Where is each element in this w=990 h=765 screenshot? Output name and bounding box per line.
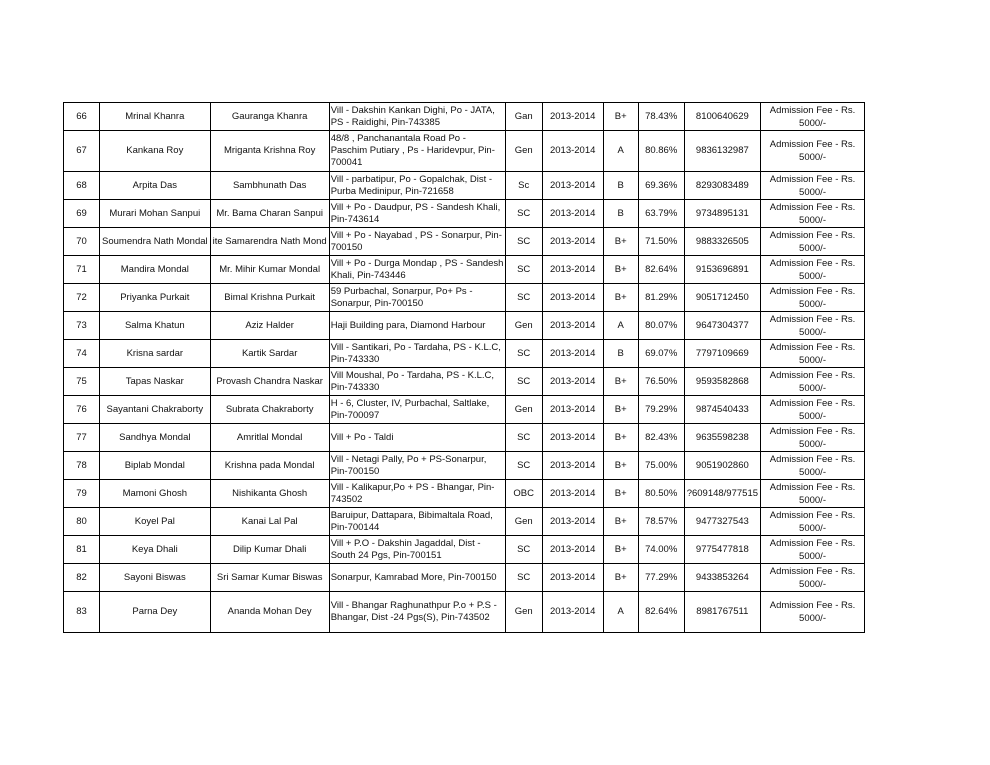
session-cell: 2013-2014 [542,396,603,424]
address-cell: Vill - Bhangar Raghunathpur P.o + P.S - Bhangar, Dist -24 Pgs(S), Pin-743502 [329,592,505,633]
father-name-cell: Mriganta Krishna Roy [210,131,329,172]
phone-cell: 9874540433 [684,396,760,424]
phone-cell: 9883326505 [684,228,760,256]
grade-cell: B+ [603,368,638,396]
remark-cell: Admission Fee - Rs. 5000/- [761,536,865,564]
category-cell: OBC [505,480,542,508]
father-name-cell: Kartik Sardar [210,340,329,368]
category-cell: SC [505,284,542,312]
grade-cell: B+ [603,424,638,452]
category-cell: SC [505,368,542,396]
percentage-cell: 82.64% [638,256,684,284]
serial-number-cell: 81 [64,536,100,564]
address-cell: Vill - Netagi Pally, Po + PS-Sonarpur, Pin-700150 [329,452,505,480]
student-name-cell: Murari Mohan Sanpui [100,200,211,228]
remark-cell: Admission Fee - Rs. 5000/- [761,172,865,200]
phone-cell: 8981767511 [684,592,760,633]
session-cell: 2013-2014 [542,312,603,340]
father-name-cell: Bimal Krishna Purkait [210,284,329,312]
percentage-cell: 63.79% [638,200,684,228]
percentage-cell: 82.43% [638,424,684,452]
phone-cell: 9775477818 [684,536,760,564]
student-name-cell: Priyanka Purkait [100,284,211,312]
student-name-cell: Koyel Pal [100,508,211,536]
student-name-cell: Mandira Mondal [100,256,211,284]
category-cell: Gen [505,396,542,424]
address-cell: Baruipur, Dattapara, Bibimaltala Road, Pin-700144 [329,508,505,536]
session-cell: 2013-2014 [542,508,603,536]
table-row [64,131,865,172]
grade-cell: B [603,172,638,200]
serial-number-cell: 80 [64,508,100,536]
grade-cell: B+ [603,480,638,508]
percentage-cell: 79.29% [638,396,684,424]
serial-number-cell: 71 [64,256,100,284]
category-cell: Gen [505,312,542,340]
remark-cell: Admission Fee - Rs. 5000/- [761,228,865,256]
serial-number-cell: 66 [64,103,100,131]
table-row [64,508,865,536]
serial-number-cell: 67 [64,131,100,172]
phone-cell: 9433853264 [684,564,760,592]
grade-cell: A [603,131,638,172]
remark-cell: Admission Fee - Rs. 5000/- [761,103,865,131]
grade-cell: B [603,340,638,368]
percentage-cell: 74.00% [638,536,684,564]
percentage-cell: 75.00% [638,452,684,480]
category-cell: Gen [505,592,542,633]
address-cell: H - 6, Cluster, IV, Purbachal, Saltlake, Pin-700097 [329,396,505,424]
session-cell: 2013-2014 [542,284,603,312]
address-cell: Vill - Dakshin Kankan Dighi, Po - JATA, PS - Raidighi, Pin-743385 [329,103,505,131]
session-cell: 2013-2014 [542,131,603,172]
serial-number-cell: 78 [64,452,100,480]
remark-cell: Admission Fee - Rs. 5000/- [761,312,865,340]
grade-cell: B+ [603,284,638,312]
phone-cell: 9647304377 [684,312,760,340]
remark-cell: Admission Fee - Rs. 5000/- [761,396,865,424]
student-name-cell: Biplab Mondal [100,452,211,480]
serial-number-cell: 69 [64,200,100,228]
phone-cell: 9635598238 [684,424,760,452]
phone-cell: 9836132987 [684,131,760,172]
remark-cell: Admission Fee - Rs. 5000/- [761,564,865,592]
father-name-cell: Dilip Kumar Dhali [210,536,329,564]
phone-cell: 9153696891 [684,256,760,284]
percentage-cell: 80.86% [638,131,684,172]
admission-sheet [63,102,865,633]
table-row [64,284,865,312]
percentage-cell: 69.36% [638,172,684,200]
remark-cell: Admission Fee - Rs. 5000/- [761,131,865,172]
grade-cell: B [603,200,638,228]
address-cell: Vill + P.O - Dakshin Jagaddal, Dist - South 24 Pgs, Pin-700151 [329,536,505,564]
table-row [64,228,865,256]
serial-number-cell: 77 [64,424,100,452]
category-cell: SC [505,564,542,592]
table-row [64,103,865,131]
table-row [64,480,865,508]
father-name-cell: Mr. Mihir Kumar Mondal [210,256,329,284]
serial-number-cell: 70 [64,228,100,256]
father-name-cell: ite Samarendra Nath Mond [210,228,329,256]
father-name-cell: Kanai Lal Pal [210,508,329,536]
remark-cell: Admission Fee - Rs. 5000/- [761,284,865,312]
percentage-cell: 78.43% [638,103,684,131]
session-cell: 2013-2014 [542,172,603,200]
address-cell: Sonarpur, Kamrabad More, Pin-700150 [329,564,505,592]
grade-cell: B+ [603,228,638,256]
category-cell: Gan [505,103,542,131]
serial-number-cell: 74 [64,340,100,368]
student-name-cell: Arpita Das [100,172,211,200]
phone-cell: 9051902860 [684,452,760,480]
phone-cell: 8293083489 [684,172,760,200]
student-name-cell: Keya Dhali [100,536,211,564]
father-name-cell: Provash Chandra Naskar [210,368,329,396]
student-name-cell: Mamoni Ghosh [100,480,211,508]
father-name-cell: Nishikanta Ghosh [210,480,329,508]
father-name-cell: Krishna pada Mondal [210,452,329,480]
remark-cell: Admission Fee - Rs. 5000/- [761,424,865,452]
category-cell: Sc [505,172,542,200]
phone-cell: 9593582868 [684,368,760,396]
percentage-cell: 69.07% [638,340,684,368]
session-cell: 2013-2014 [542,592,603,633]
grade-cell: B+ [603,396,638,424]
student-name-cell: Kankana Roy [100,131,211,172]
father-name-cell: Ananda Mohan Dey [210,592,329,633]
table-body [64,103,865,633]
father-name-cell: Gauranga Khanra [210,103,329,131]
serial-number-cell: 82 [64,564,100,592]
father-name-cell: Aziz Halder [210,312,329,340]
category-cell: Gen [505,508,542,536]
percentage-cell: 71.50% [638,228,684,256]
address-cell: Vill + Po - Daudpur, PS - Sandesh Khali, Pin-743614 [329,200,505,228]
serial-number-cell: 68 [64,172,100,200]
remark-cell: Admission Fee - Rs. 5000/- [761,368,865,396]
percentage-cell: 80.07% [638,312,684,340]
session-cell: 2013-2014 [542,103,603,131]
father-name-cell: Subrata Chakraborty [210,396,329,424]
grade-cell: B+ [603,564,638,592]
phone-cell: 7797109669 [684,340,760,368]
table-row [64,536,865,564]
table-row [64,424,865,452]
session-cell: 2013-2014 [542,228,603,256]
session-cell: 2013-2014 [542,368,603,396]
phone-cell: 8100640629 [684,103,760,131]
student-name-cell: Soumendra Nath Mondal [100,228,211,256]
session-cell: 2013-2014 [542,536,603,564]
table-row [64,256,865,284]
serial-number-cell: 75 [64,368,100,396]
grade-cell: B+ [603,256,638,284]
percentage-cell: 81.29% [638,284,684,312]
student-name-cell: Krisna sardar [100,340,211,368]
table-row [64,564,865,592]
address-cell: Haji Building para, Diamond Harbour [329,312,505,340]
serial-number-cell: 79 [64,480,100,508]
session-cell: 2013-2014 [542,564,603,592]
admission-table [63,102,865,633]
table-row [64,452,865,480]
table-row [64,172,865,200]
student-name-cell: Sandhya Mondal [100,424,211,452]
serial-number-cell: 83 [64,592,100,633]
percentage-cell: 77.29% [638,564,684,592]
father-name-cell: Mr. Bama Charan Sanpui [210,200,329,228]
table-row [64,592,865,633]
session-cell: 2013-2014 [542,452,603,480]
table-row [64,340,865,368]
address-cell: Vill - Kalikapur,Po + PS - Bhangar, Pin-743502 [329,480,505,508]
session-cell: 2013-2014 [542,256,603,284]
phone-cell: 9477327543 [684,508,760,536]
father-name-cell: Sri Samar Kumar Biswas [210,564,329,592]
category-cell: SC [505,536,542,564]
serial-number-cell: 76 [64,396,100,424]
student-name-cell: Sayoni Biswas [100,564,211,592]
remark-cell: Admission Fee - Rs. 5000/- [761,592,865,633]
father-name-cell: Sambhunath Das [210,172,329,200]
address-cell: Vill + Po - Nayabad , PS - Sonarpur, Pin-700150 [329,228,505,256]
serial-number-cell: 73 [64,312,100,340]
student-name-cell: Sayantani Chakraborty [100,396,211,424]
address-cell: 48/8 , Panchanantala Road Po - Paschim Putiary , Ps - Haridevpur, Pin-700041 [329,131,505,172]
percentage-cell: 76.50% [638,368,684,396]
table-row [64,396,865,424]
address-cell: 59 Purbachal, Sonarpur, Po+ Ps - Sonarpur, Pin-700150 [329,284,505,312]
remark-cell: Admission Fee - Rs. 5000/- [761,452,865,480]
grade-cell: B+ [603,536,638,564]
remark-cell: Admission Fee - Rs. 5000/- [761,480,865,508]
category-cell: SC [505,340,542,368]
grade-cell: A [603,592,638,633]
session-cell: 2013-2014 [542,424,603,452]
phone-cell: 9734895131 [684,200,760,228]
remark-cell: Admission Fee - Rs. 5000/- [761,200,865,228]
category-cell: SC [505,424,542,452]
category-cell: SC [505,256,542,284]
category-cell: SC [505,452,542,480]
percentage-cell: 82.64% [638,592,684,633]
address-cell: Vill + Po - Durga Mondap , PS - Sandesh Khali, Pin-743446 [329,256,505,284]
grade-cell: B+ [603,508,638,536]
grade-cell: A [603,312,638,340]
remark-cell: Admission Fee - Rs. 5000/- [761,340,865,368]
remark-cell: Admission Fee - Rs. 5000/- [761,508,865,536]
grade-cell: B+ [603,452,638,480]
address-cell: Vill + Po - Taldi [329,424,505,452]
table-row [64,368,865,396]
session-cell: 2013-2014 [542,480,603,508]
student-name-cell: Tapas Naskar [100,368,211,396]
category-cell: SC [505,200,542,228]
remark-cell: Admission Fee - Rs. 5000/- [761,256,865,284]
category-cell: SC [505,228,542,256]
percentage-cell: 80.50% [638,480,684,508]
student-name-cell: Parna Dey [100,592,211,633]
grade-cell: B+ [603,103,638,131]
serial-number-cell: 72 [64,284,100,312]
table-row [64,200,865,228]
student-name-cell: Salma Khatun [100,312,211,340]
phone-cell: ?609148/977515 [684,480,760,508]
session-cell: 2013-2014 [542,340,603,368]
father-name-cell: Amritlal Mondal [210,424,329,452]
student-name-cell: Mrinal Khanra [100,103,211,131]
table-row [64,312,865,340]
address-cell: Vill Moushal, Po - Tardaha, PS - K.L.C, Pin-743330 [329,368,505,396]
session-cell: 2013-2014 [542,200,603,228]
percentage-cell: 78.57% [638,508,684,536]
category-cell: Gen [505,131,542,172]
phone-cell: 9051712450 [684,284,760,312]
address-cell: Vill - Santikari, Po - Tardaha, PS - K.L.C, Pin-743330 [329,340,505,368]
address-cell: Vill - parbatipur, Po - Gopalchak, Dist - Purba Medinipur, Pin-721658 [329,172,505,200]
